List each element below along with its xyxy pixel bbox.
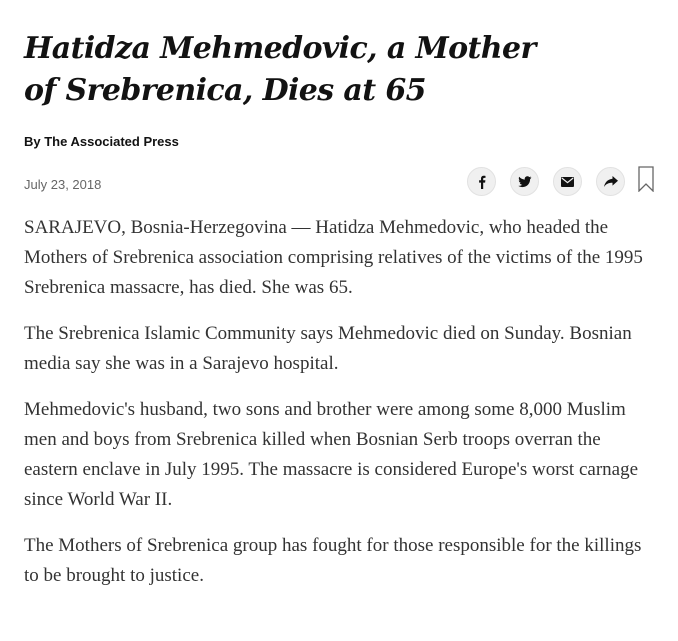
twitter-share-button[interactable] bbox=[510, 167, 539, 196]
email-icon bbox=[561, 177, 574, 187]
twitter-icon bbox=[518, 176, 532, 188]
more-share-button[interactable] bbox=[596, 167, 625, 196]
meta-row bbox=[24, 167, 654, 197]
paragraph: SARAJEVO, Bosnia-Herzegovina — Hatidza Mehmedovic, who headed the Mothers of Srebrenica association comprising relatives of the victims of the 1995 Srebrenica massacre, has died. She was 65. bbox=[24, 217, 643, 298]
share-toolbar bbox=[453, 167, 654, 196]
article bbox=[24, 28, 654, 607]
share-icon bbox=[604, 176, 618, 187]
paragraph: Mehmedovic's husband, two sons and brother were among some 8,000 Muslim men and boys from Srebrenica killed when Bosnian Serb troops overran the eastern enclave in July 1995. The massacre is considered Europe's worst carnage since World War II. bbox=[24, 399, 639, 510]
facebook-icon bbox=[476, 175, 488, 189]
headline-line-2: of Srebrenica, Dies at 65 bbox=[24, 73, 426, 108]
article-body bbox=[24, 213, 654, 591]
headline bbox=[24, 28, 544, 112]
publish-date: July 23, 2018 bbox=[24, 177, 102, 192]
bookmark-icon bbox=[638, 166, 654, 197]
headline-line-1: Hatidza Mehmedovic, a Mother bbox=[24, 31, 536, 66]
email-share-button[interactable] bbox=[553, 167, 582, 196]
facebook-share-button[interactable] bbox=[467, 167, 496, 196]
paragraph: The Mothers of Srebrenica group has fought for those responsible for the killings to be brought to justice. bbox=[24, 535, 642, 586]
paragraph: The Srebrenica Islamic Community says Mehmedovic died on Sunday. Bosnian media say she was in a Sarajevo hospital. bbox=[24, 323, 632, 374]
byline: By The Associated Press bbox=[24, 134, 179, 149]
save-article-button[interactable] bbox=[638, 169, 654, 195]
